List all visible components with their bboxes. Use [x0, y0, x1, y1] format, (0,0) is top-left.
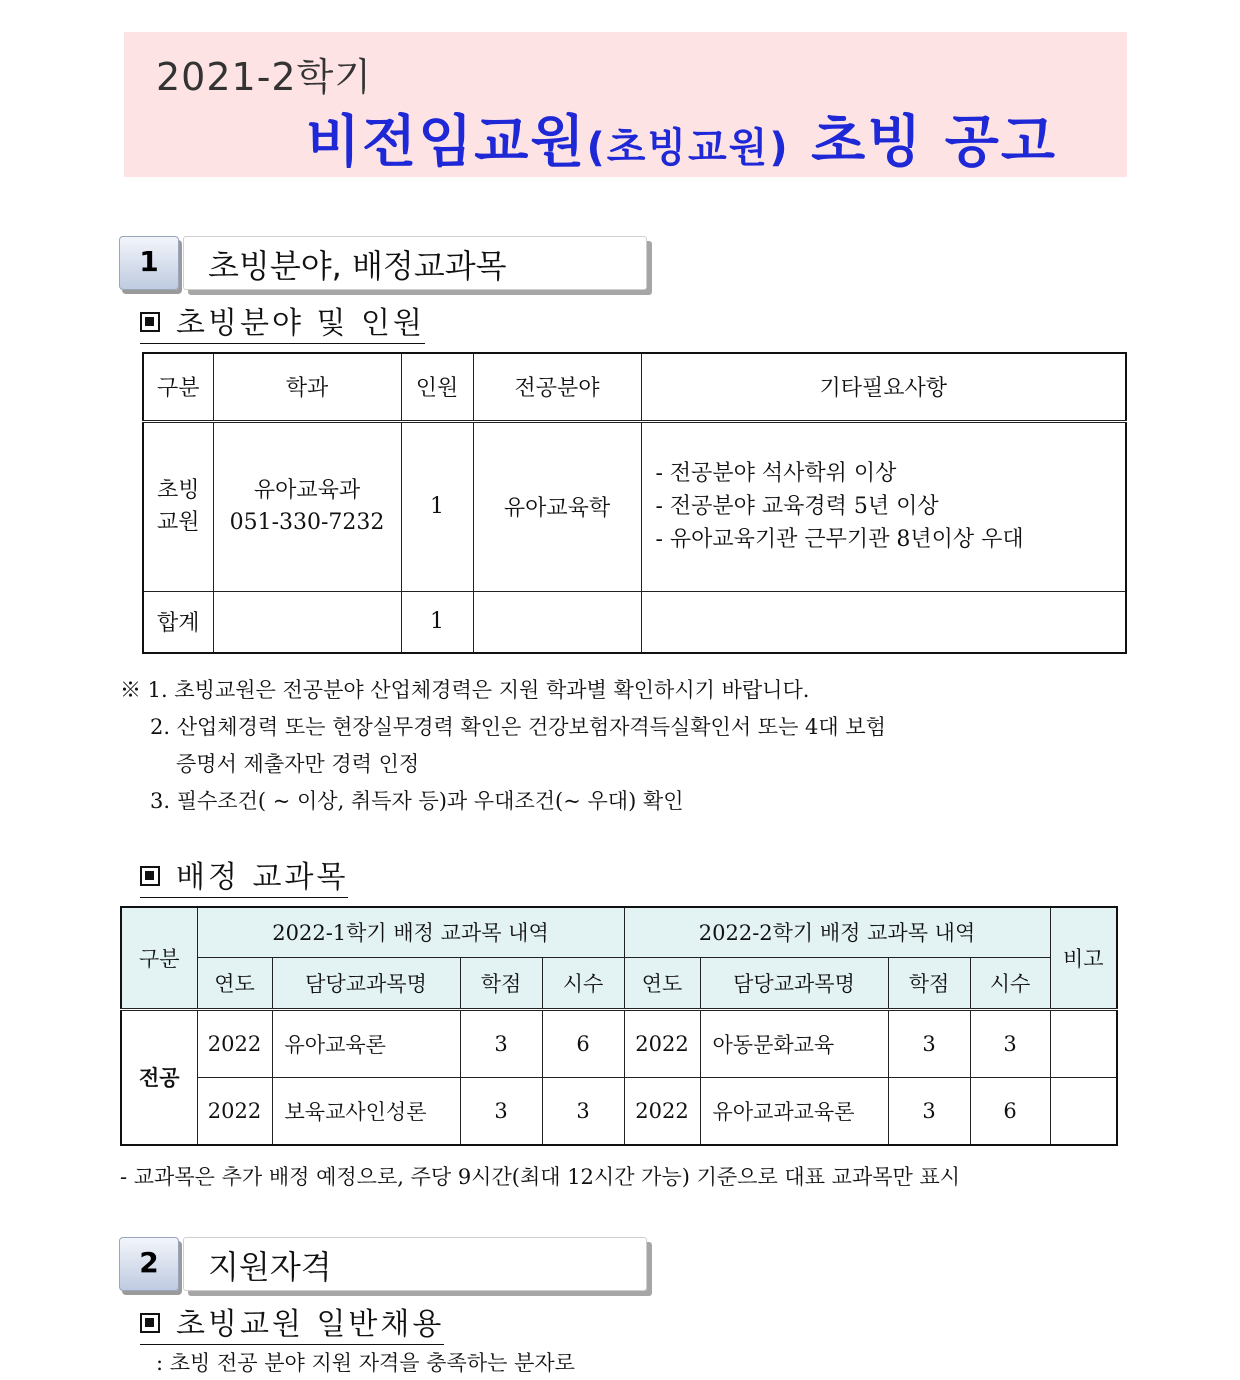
credit-cell: 3 — [460, 1009, 542, 1077]
title-banner — [124, 32, 1127, 177]
header-cell: 연도 — [624, 957, 700, 1009]
major-cell: 유아교육학 — [473, 421, 641, 591]
subheading-courses — [140, 852, 348, 898]
requirement-item: - 유아교육기관 근무기관 8년이상 우대 — [655, 527, 1024, 552]
square-bullet-icon — [140, 866, 160, 886]
course-name-cell: 유아교육론 — [272, 1009, 460, 1077]
remark-cell — [1050, 1009, 1117, 1077]
category-line: 초빙 — [156, 477, 200, 503]
header-cell: 구분 — [143, 353, 213, 421]
square-bullet-icon — [140, 1313, 160, 1333]
section-title-box — [183, 1237, 647, 1291]
header-cell: 2022-2학기 배정 교과목 내역 — [624, 907, 1050, 957]
header-cell: 담당교과목명 — [700, 957, 888, 1009]
requirement-item: - 전공분야 교육경력 5년 이상 — [655, 494, 939, 519]
hours-cell: 6 — [970, 1077, 1050, 1145]
header-cell: 2022-1학기 배정 교과목 내역 — [197, 907, 624, 957]
positions-table — [142, 352, 1127, 654]
table-subheader-row — [121, 957, 1117, 1009]
page-title — [306, 98, 1057, 178]
total-count: 1 — [401, 591, 473, 653]
title-paren: (초빙교원) — [586, 125, 790, 171]
section-number: 2 — [119, 1237, 179, 1291]
course-name-cell: 보육교사인성론 — [272, 1077, 460, 1145]
requirement-item: - 전공분야 석사학위 이상 — [655, 461, 897, 486]
notes — [120, 672, 886, 820]
header-cell: 연도 — [197, 957, 272, 1009]
hours-cell: 3 — [970, 1009, 1050, 1077]
header-cell: 학과 — [213, 353, 401, 421]
subheading-positions — [140, 298, 425, 344]
note-line: 증명서 제출자만 경력 인정 — [176, 752, 420, 776]
table-row — [121, 1077, 1117, 1145]
table-row — [143, 421, 1126, 591]
credit-cell: 3 — [888, 1077, 970, 1145]
header-cell: 인원 — [401, 353, 473, 421]
total-label: 합계 — [143, 591, 213, 653]
semester-label: 2021-2학기 — [156, 55, 373, 99]
section-title: 초빙분야, 배정교과목 — [208, 247, 507, 285]
group-cell: 전공 — [121, 1009, 197, 1145]
note-line: ※ 1. 초빙교원은 전공분야 산업체경력은 지원 학과별 확인하시기 바랍니다. — [120, 678, 810, 702]
count-cell: 1 — [401, 421, 473, 591]
credit-cell: 3 — [888, 1009, 970, 1077]
subheading-text: 초빙분야 및 인원 — [176, 306, 425, 341]
header-cell: 학점 — [888, 957, 970, 1009]
section-number: 1 — [119, 236, 179, 290]
empty-cell — [213, 591, 401, 653]
course-note: - 교과목은 추가 배정 예정으로, 주당 9시간(최대 12시간 가능) 기준으로 대표 교과목만 표시 — [120, 1165, 961, 1189]
year-cell: 2022 — [624, 1077, 700, 1145]
course-name-cell: 아동문화교육 — [700, 1009, 888, 1077]
year-cell: 2022 — [624, 1009, 700, 1077]
empty-cell — [473, 591, 641, 653]
hours-cell: 3 — [542, 1077, 624, 1145]
subheading-text: 배정 교과목 — [176, 860, 349, 895]
remark-cell — [1050, 1077, 1117, 1145]
courses-table — [120, 906, 1118, 1146]
title-main: 비전임교원 — [306, 110, 587, 175]
year-cell: 2022 — [197, 1077, 272, 1145]
table-header-row — [121, 907, 1117, 957]
header-cell: 시수 — [970, 957, 1050, 1009]
requirements-cell — [641, 421, 1126, 591]
total-row — [143, 591, 1126, 653]
header-cell: 담당교과목명 — [272, 957, 460, 1009]
year-cell: 2022 — [197, 1009, 272, 1077]
department-name: 유아교육과 — [253, 477, 361, 503]
subheading-text: 초빙교원 일반채용 — [176, 1307, 445, 1342]
department-phone: 051-330-7232 — [229, 509, 385, 535]
category-cell — [143, 421, 213, 591]
category-line: 교원 — [156, 509, 200, 535]
header-cell: 기타필요사항 — [641, 353, 1126, 421]
title-tail: 초빙 공고 — [811, 110, 1057, 175]
section-title-box — [183, 236, 647, 290]
department-cell — [213, 421, 401, 591]
header-cell: 구분 — [121, 907, 197, 1009]
header-cell: 시수 — [542, 957, 624, 1009]
qualification-text: : 초빙 전공 분야 지원 자격을 충족하는 분자로 — [156, 1351, 575, 1375]
subheading-general-hiring — [140, 1299, 444, 1345]
note-line: 3. 필수조건( ~ 이상, 취득자 등)과 우대조건(~ 우대) 확인 — [150, 789, 684, 813]
square-bullet-icon — [140, 312, 160, 332]
table-header-row — [143, 353, 1126, 421]
section-title: 지원자격 — [208, 1248, 332, 1286]
header-cell: 전공분야 — [473, 353, 641, 421]
header-cell: 비고 — [1050, 907, 1117, 1009]
empty-cell — [641, 591, 1126, 653]
note-line: 2. 산업체경력 또는 현장실무경력 확인은 건강보험자격득실확인서 또는 4대 보험 — [150, 715, 886, 739]
hours-cell: 6 — [542, 1009, 624, 1077]
course-name-cell: 유아교과교육론 — [700, 1077, 888, 1145]
header-cell: 학점 — [460, 957, 542, 1009]
credit-cell: 3 — [460, 1077, 542, 1145]
table-row — [121, 1009, 1117, 1077]
